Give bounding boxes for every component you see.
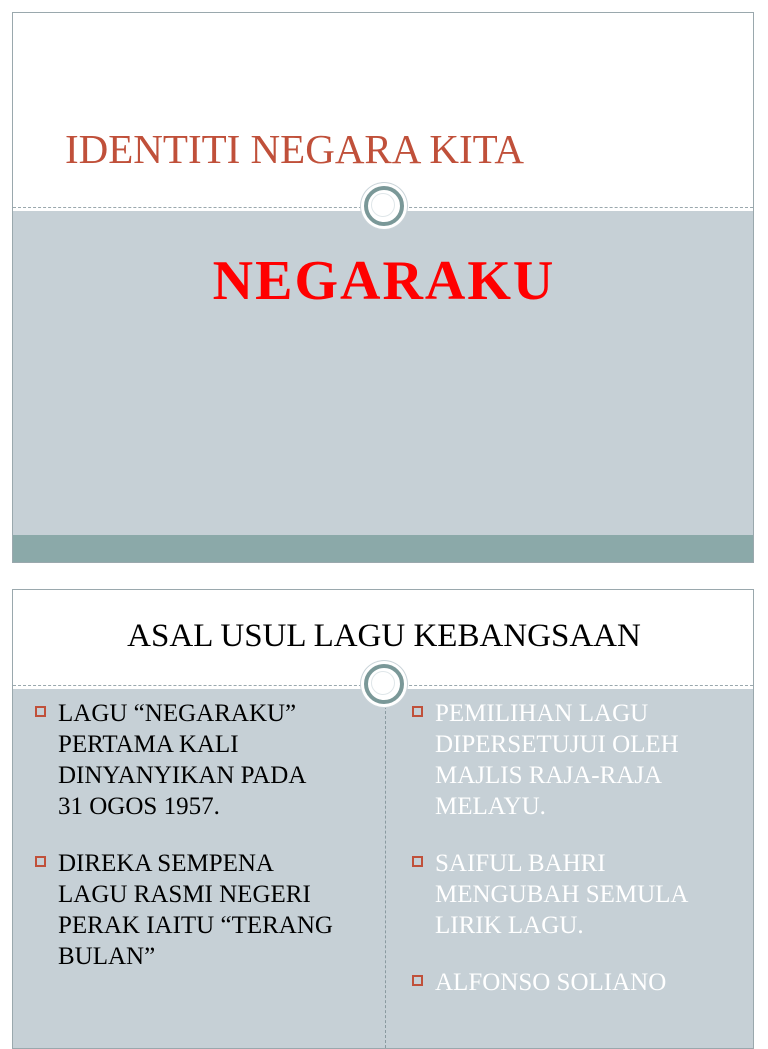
slide-2 bbox=[12, 589, 754, 1049]
footer-band bbox=[13, 535, 753, 562]
list-item-text: LAGU “NEGARAKU” PERTAMA KALI DINYANYIKAN PADA 31 OGOS 1957. bbox=[58, 700, 307, 820]
ring-ornament-icon bbox=[364, 186, 404, 226]
list-item-text: PEMILIHAN LAGU DIPERSETUJUI OLEH MAJLIS RAJA-RAJA MELAYU. bbox=[435, 700, 679, 820]
square-bullet-icon bbox=[35, 856, 46, 867]
square-bullet-icon bbox=[412, 706, 423, 717]
list-item bbox=[35, 698, 365, 822]
list-item bbox=[35, 848, 365, 972]
list-item bbox=[412, 848, 722, 941]
slide-title: IDENTITI NEGARA KITA bbox=[65, 126, 525, 172]
square-bullet-icon bbox=[35, 706, 46, 717]
ring-ornament-icon bbox=[364, 664, 404, 704]
slide-1 bbox=[12, 12, 754, 563]
right-column bbox=[412, 698, 722, 1024]
list-item-text: ALFONSO SOLIANO bbox=[435, 969, 667, 996]
square-bullet-icon bbox=[412, 975, 423, 986]
list-item-text: SAIFUL BAHRI MENGUBAH SEMULA LIRIK LAGU. bbox=[435, 850, 689, 939]
left-column bbox=[35, 698, 365, 998]
square-bullet-icon bbox=[412, 856, 423, 867]
column-divider bbox=[385, 706, 386, 1048]
list-item bbox=[412, 967, 722, 998]
slide-subtitle: NEGARAKU bbox=[212, 250, 556, 312]
slide-title: ASAL USUL LAGU KEBANGSAAN bbox=[127, 618, 641, 654]
list-item-text: DIREKA SEMPENA LAGU RASMI NEGERI PERAK IAITU “TERANG BULAN” bbox=[58, 850, 333, 970]
list-item bbox=[412, 698, 722, 822]
